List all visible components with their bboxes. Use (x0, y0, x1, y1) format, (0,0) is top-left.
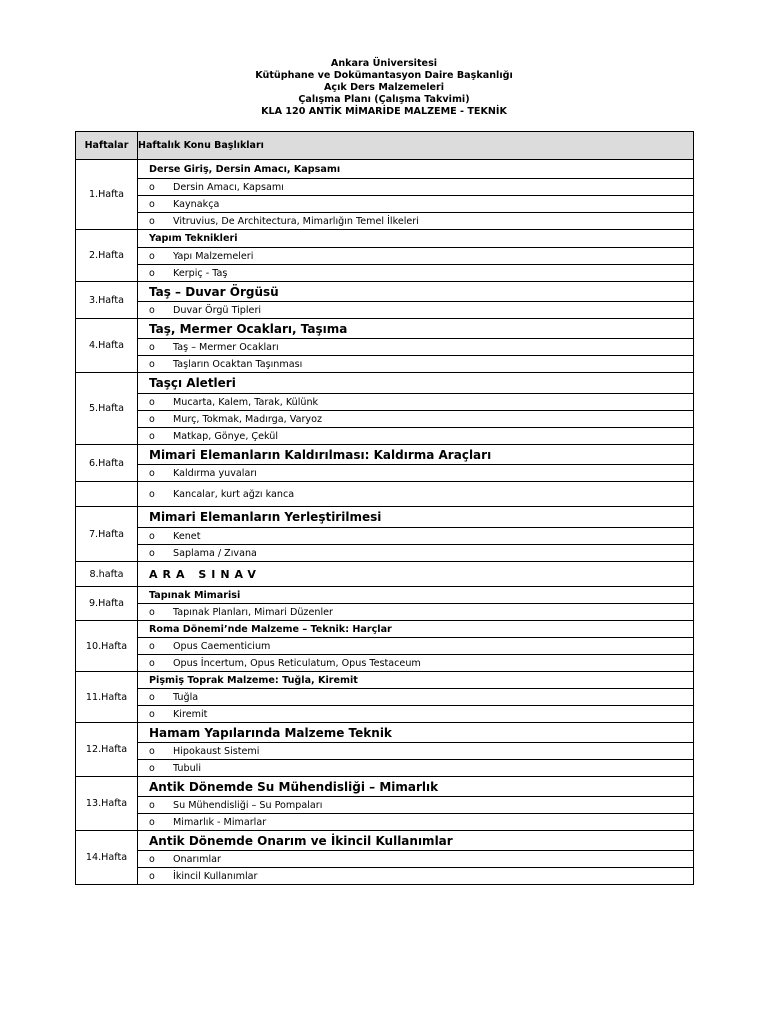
topic-row (76, 411, 694, 428)
topic-text: Su Mühendisliği – Su Pompaları (173, 799, 323, 811)
table-header-row (76, 132, 694, 160)
week-label: 7.Hafta (76, 507, 138, 562)
topic-text: Murç, Tokmak, Madırga, Varyoz (173, 413, 322, 425)
document-header (0, 58, 768, 118)
topic-row (76, 743, 694, 760)
week-label: 12.Hafta (76, 723, 138, 777)
week-title-cell (138, 230, 694, 248)
topic-text: Tuğla (173, 691, 199, 703)
week-title-row (76, 672, 694, 689)
topic-item (138, 179, 694, 196)
topic-text: Tapınak Planları, Mimari Düzenler (173, 606, 333, 618)
bullet-icon: o (149, 799, 155, 811)
week-title: Yapım Teknikleri (149, 233, 238, 244)
bullet-icon: o (149, 267, 155, 279)
topic-item (138, 482, 694, 507)
topic-item (138, 248, 694, 265)
topic-text: Tubuli (173, 762, 201, 774)
week-title-row (76, 373, 694, 394)
week-label: 9.Hafta (76, 587, 138, 621)
bullet-icon: o (149, 488, 155, 500)
topic-row (76, 706, 694, 723)
week-label: 5.Hafta (76, 373, 138, 445)
topic-item (138, 394, 694, 411)
week-title: Mimari Elemanların Kaldırılması: Kaldırma Araçları (149, 447, 492, 462)
week-title-row (76, 587, 694, 604)
topic-item (138, 356, 694, 373)
weekly-schedule-table (75, 131, 694, 885)
topic-item (138, 465, 694, 482)
week-label: 14.Hafta (76, 831, 138, 885)
week-title-cell (138, 507, 694, 528)
topic-text: Kerpiç - Taş (173, 267, 228, 279)
topic-item (138, 528, 694, 545)
week-title-row (76, 621, 694, 638)
topic-row (76, 428, 694, 445)
topic-item (138, 814, 694, 831)
topic-item (138, 428, 694, 445)
bullet-icon: o (149, 853, 155, 865)
week-title: Taş, Mermer Ocakları, Taşıma (149, 321, 348, 336)
topic-text: Taşların Ocaktan Taşınması (173, 358, 303, 370)
column-header-weeks: Haftalar (76, 132, 138, 160)
topic-row (76, 851, 694, 868)
bullet-icon: o (149, 745, 155, 757)
topic-item (138, 797, 694, 814)
materials-title: Açık Ders Malzemeleri (323, 82, 445, 93)
week-title: Antik Dönemde Su Mühendisliği – Mimarlık (149, 779, 439, 794)
week-label: 11.Hafta (76, 672, 138, 723)
topic-row (76, 528, 694, 545)
topic-row (76, 604, 694, 621)
topic-text: Opus Caementicium (173, 640, 271, 652)
bullet-icon: o (149, 467, 155, 479)
bullet-icon: o (149, 396, 155, 408)
week-title-row (76, 282, 694, 302)
bullet-icon: o (149, 708, 155, 720)
week-title-cell (138, 672, 694, 689)
week-title-row (76, 562, 694, 587)
empty-week-cell (76, 482, 138, 507)
topic-item (138, 604, 694, 621)
topic-row (76, 814, 694, 831)
week-title: Antik Dönemde Onarım ve İkincil Kullanımlar (149, 833, 453, 848)
week-title-row (76, 831, 694, 851)
week-title-row (76, 507, 694, 528)
week-title-row (76, 160, 694, 179)
week-title-cell (138, 373, 694, 394)
topic-row (76, 179, 694, 196)
week-title-cell (138, 587, 694, 604)
week-title-cell (138, 831, 694, 851)
week-title: Mimari Elemanların Yerleştirilmesi (149, 510, 382, 524)
bullet-icon: o (149, 413, 155, 425)
bullet-icon: o (149, 657, 155, 669)
bullet-icon: o (149, 304, 155, 316)
course-title: KLA 120 ANTİK MİMARİDE MALZEME - TEKNİK (261, 106, 507, 117)
topic-text: Onarımlar (173, 853, 221, 865)
topic-row (76, 655, 694, 672)
bullet-icon: o (149, 215, 155, 227)
topic-row (76, 760, 694, 777)
week-title-cell (138, 160, 694, 179)
topic-text: Vitruvius, De Architectura, Mimarlığın Temel İlkeleri (173, 215, 419, 227)
bullet-icon: o (149, 691, 155, 703)
week-label: 6.Hafta (76, 445, 138, 482)
topic-row (76, 339, 694, 356)
bullet-icon: o (149, 640, 155, 652)
topic-item (138, 339, 694, 356)
bullet-icon: o (149, 762, 155, 774)
week-title: Taşçı Aletleri (149, 376, 236, 390)
week-title-cell (138, 445, 694, 465)
topic-item (138, 545, 694, 562)
week-label: 2.Hafta (76, 230, 138, 282)
topic-item (138, 411, 694, 428)
topic-item (138, 265, 694, 282)
week-title-cell (138, 777, 694, 797)
week-title: Pişmiş Toprak Malzeme: Tuğla, Kiremit (149, 674, 358, 686)
topic-row (76, 868, 694, 885)
bullet-icon: o (149, 870, 155, 882)
topic-item (138, 851, 694, 868)
bullet-icon: o (149, 606, 155, 618)
topic-item (138, 638, 694, 655)
topic-text: Kaldırma yuvaları (173, 467, 257, 479)
topic-text: İkincil Kullanımlar (173, 870, 258, 882)
topic-row (76, 196, 694, 213)
bullet-icon: o (149, 250, 155, 262)
university-name: Ankara Üniversitesi (330, 58, 438, 69)
topic-item (138, 743, 694, 760)
week-title-row (76, 723, 694, 743)
week-title: Tapınak Mimarisi (149, 589, 241, 601)
topic-row (76, 797, 694, 814)
topic-text: Duvar Örgü Tipleri (173, 304, 262, 316)
topic-text: Kenet (173, 530, 201, 542)
topic-row (76, 248, 694, 265)
topic-item (138, 213, 694, 230)
topic-row (76, 265, 694, 282)
bullet-icon: o (149, 341, 155, 353)
department-name: Kütüphane ve Dokümantasyon Daire Başkanlığı (255, 70, 513, 81)
topic-item (138, 868, 694, 885)
week-title: Taş – Duvar Örgüsü (149, 284, 279, 299)
bullet-icon: o (149, 181, 155, 193)
topic-item (138, 706, 694, 723)
topic-row (76, 213, 694, 230)
bullet-icon: o (149, 816, 155, 828)
week-label: 8.hafta (76, 562, 138, 587)
exam-title: ARA SINAV (149, 567, 261, 581)
topic-row (76, 394, 694, 411)
topic-text: Kiremit (173, 708, 208, 720)
week-title-cell (138, 282, 694, 302)
topic-text: Mimarlık - Mimarlar (173, 816, 267, 828)
topic-text: Hipokaust Sistemi (173, 745, 260, 757)
topic-text: Saplama / Zıvana (173, 547, 257, 559)
week-label: 3.Hafta (76, 282, 138, 319)
week-title-row (76, 777, 694, 797)
topic-text: Dersin Amacı, Kapsamı (173, 181, 284, 193)
week-label: 10.Hafta (76, 621, 138, 672)
week-title-cell (138, 723, 694, 743)
bullet-icon: o (149, 547, 155, 559)
topic-text: Kancalar, kurt ağzı kanca (173, 488, 295, 500)
topic-item (138, 196, 694, 213)
week-title: Roma Dönemi’nde Malzeme – Teknik: Harçlar (149, 623, 392, 635)
week-title-cell (138, 621, 694, 638)
week-title: Derse Giriş, Dersin Amacı, Kapsamı (149, 163, 341, 175)
plan-title: Çalışma Planı (Çalışma Takvimi) (298, 94, 470, 105)
bullet-icon: o (149, 198, 155, 210)
week-label: 4.Hafta (76, 319, 138, 373)
bullet-icon: o (149, 430, 155, 442)
topic-row (76, 638, 694, 655)
topic-item (138, 689, 694, 706)
week-title-row (76, 445, 694, 465)
topic-row (76, 482, 694, 507)
topic-text: Opus İncertum, Opus Reticulatum, Opus Testaceum (173, 657, 421, 669)
week-label: 1.Hafta (76, 160, 138, 230)
column-header-topics: Haftalık Konu Başlıkları (138, 132, 694, 160)
bullet-icon: o (149, 358, 155, 370)
week-label: 13.Hafta (76, 777, 138, 831)
week-title-cell (138, 562, 694, 587)
topic-row (76, 465, 694, 482)
topic-item (138, 302, 694, 319)
topic-text: Mucarta, Kalem, Tarak, Külünk (173, 396, 319, 408)
topic-item (138, 760, 694, 777)
topic-text: Kaynakça (173, 198, 220, 210)
week-title: Hamam Yapılarında Malzeme Teknik (149, 725, 392, 740)
topic-row (76, 302, 694, 319)
topic-item (138, 655, 694, 672)
topic-text: Yapı Malzemeleri (173, 250, 254, 262)
week-title-row (76, 319, 694, 339)
topic-text: Taş – Mermer Ocakları (173, 341, 279, 353)
week-title-cell (138, 319, 694, 339)
week-title-row (76, 230, 694, 248)
topic-row (76, 689, 694, 706)
topic-text: Matkap, Gönye, Çekül (173, 430, 279, 442)
topic-row (76, 356, 694, 373)
bullet-icon: o (149, 530, 155, 542)
topic-row (76, 545, 694, 562)
